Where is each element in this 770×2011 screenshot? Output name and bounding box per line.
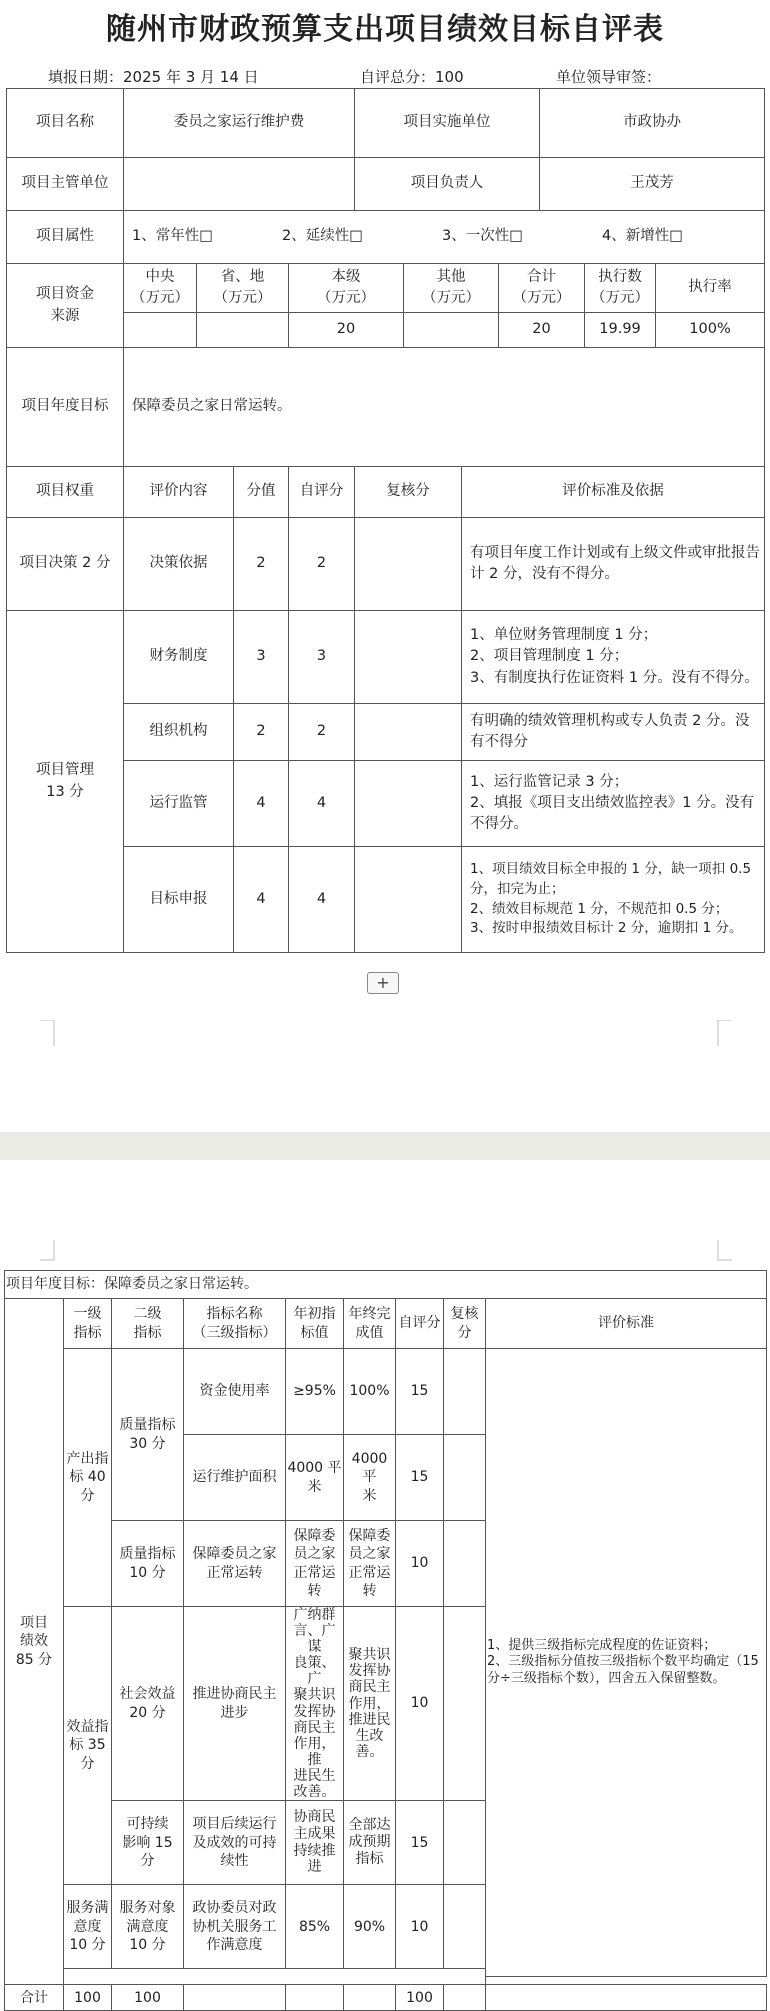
indicator-header: 评价标准 <box>486 1299 767 1349</box>
self-score: 10 <box>396 1521 444 1607</box>
indicator-name: 运行维护面积 <box>184 1435 286 1521</box>
eval-self-score: 4 <box>289 761 355 847</box>
eval-content: 目标申报 <box>124 847 234 953</box>
total-value: 100 <box>112 1985 184 2011</box>
eval-review-score <box>355 847 462 953</box>
final-value: 聚共识 发挥协 商民主 作用， 推进民 生改 善。 <box>344 1607 396 1801</box>
review-score <box>444 1521 486 1607</box>
review-score <box>444 1607 486 1801</box>
project-attrs <box>124 211 765 264</box>
fund-header: 执行率 <box>656 264 765 313</box>
weight-header: 项目权重 <box>7 467 124 518</box>
final-value: 全部达 成预期 指标 <box>344 1801 396 1885</box>
eval-standard: 1、项目绩效目标全申报的 1 分，缺一项扣 0.5 分，扣完为止； 2、绩效目标规范 1 分，不规范扣 0.5 分； 3、按时申报绩效目标计 2 分，逾期扣 1 分。 <box>462 847 765 953</box>
indicator-name: 保障委员之家 正常运转 <box>184 1521 286 1607</box>
indicator-header: 复核 分 <box>444 1299 486 1349</box>
eval-review-score <box>355 611 462 704</box>
eval-self-score: 2 <box>289 518 355 611</box>
self-score: 15 <box>396 1349 444 1435</box>
sustain-label: 可持续 影响 15 分 <box>112 1801 184 1885</box>
eval-content: 决策依据 <box>124 518 234 611</box>
total-score: 自评总分：100 <box>360 68 464 86</box>
total-value <box>344 1985 396 2011</box>
eval-review-score <box>355 761 462 847</box>
annual-goal: 保障委员之家日常运转。 <box>124 348 765 467</box>
weight-header: 评价标准及依据 <box>462 467 765 518</box>
perf-label: 项目 绩效 85 分 <box>5 1299 64 1985</box>
total-value <box>184 1985 286 2011</box>
eval-score: 2 <box>234 518 289 611</box>
review-score <box>444 1435 486 1521</box>
final-value: 4000 平 米 <box>344 1435 396 1521</box>
eval-content: 运行监管 <box>124 761 234 847</box>
attr-label: 项目属性 <box>7 211 124 264</box>
indicator-header: 年终完 成值 <box>344 1299 396 1349</box>
owner-label: 项目负责人 <box>355 158 540 211</box>
init-value: 协商民 主成果 持续推 进 <box>286 1801 344 1885</box>
impl-unit-label: 项目实施单位 <box>355 89 540 158</box>
eval-self-score: 4 <box>289 847 355 953</box>
self-score: 15 <box>396 1801 444 1885</box>
page-corner-mark <box>40 1240 60 1268</box>
fund-value: 19.99 <box>585 313 656 348</box>
eval-review-score <box>355 704 462 761</box>
indicator-header: 自评分 <box>396 1299 444 1349</box>
performance-indicator-table <box>4 1270 767 2011</box>
eval-content: 组织机构 <box>124 704 234 761</box>
self-score: 10 <box>396 1885 444 1969</box>
init-value: 85% <box>286 1885 344 1969</box>
weight-header: 自评分 <box>289 467 355 518</box>
attr-item: 4、新增性□ <box>602 228 683 245</box>
weight-header: 评价内容 <box>124 467 234 518</box>
leader-review: 单位领导审签： <box>556 68 662 86</box>
eval-review-score <box>355 518 462 611</box>
init-value: ≥95% <box>286 1349 344 1435</box>
fund-header: 其他 （万元） <box>404 264 499 313</box>
init-value: 广纳群 言、广谋 良策、广 聚共识 发挥协 商民主 作用，推 进民生 改善。 <box>286 1607 344 1801</box>
eval-score: 3 <box>234 611 289 704</box>
supervisor-label: 项目主管单位 <box>7 158 124 211</box>
init-value: 4000 平 米 <box>286 1435 344 1521</box>
eval-standard: 有项目年度工作计划或有上级文件或审批报告计 2 分，没有不得分。 <box>462 518 765 611</box>
final-value: 保障委 员之家 正常运 转 <box>344 1521 396 1607</box>
fund-value <box>197 313 289 348</box>
attr-item: 2、延续性□ <box>282 228 363 245</box>
fund-value: 100% <box>656 313 765 348</box>
indicator-header: 一级 指标 <box>64 1299 112 1349</box>
decision-label: 项目决策 2 分 <box>7 518 124 611</box>
quality1-label: 质量指标 30 分 <box>112 1349 184 1521</box>
indicator-header: 年初指 标值 <box>286 1299 344 1349</box>
eval-standard: 1、单位财务管理制度 1 分； 2、项目管理制度 1 分； 3、有制度执行佐证资料 1 分。没有不得分。 <box>462 611 765 704</box>
fund-header: 中央 （万元） <box>124 264 197 313</box>
attr-item: 1、常年性□ <box>132 228 213 245</box>
annual-goal-label: 项目年度目标 <box>7 348 124 467</box>
owner: 王茂芳 <box>540 158 765 211</box>
total-label: 合计 <box>5 1985 64 2011</box>
project-name: 委员之家运行维护费 <box>124 89 355 158</box>
fund-header: 本级 （万元） <box>289 264 404 313</box>
annual-goal-row: 项目年度目标：保障委员之家日常运转。 <box>5 1271 767 1299</box>
benefit-label: 效益指 标 35 分 <box>64 1607 112 1885</box>
review-score <box>444 1885 486 1969</box>
final-value: 90% <box>344 1885 396 1969</box>
init-value: 保障委 员之家 正常运 转 <box>286 1521 344 1607</box>
fund-label: 项目资金 来源 <box>7 264 124 348</box>
review-score <box>444 1349 486 1435</box>
service2-label: 服务对象 满意度 10 分 <box>112 1885 184 1969</box>
review-score <box>444 1801 486 1885</box>
weight-header: 复核分 <box>355 467 462 518</box>
eval-self-score: 2 <box>289 704 355 761</box>
attr-item: 3、一次性□ <box>442 228 523 245</box>
quality2-label: 质量指标 10 分 <box>112 1521 184 1607</box>
page-corner-mark <box>714 1020 734 1048</box>
eval-standard: 1、运行监管记录 3 分； 2、填报《项目支出绩效监控表》1 分。没有不得分。 <box>462 761 765 847</box>
social-label: 社会效益 20 分 <box>112 1607 184 1801</box>
page-corner-mark <box>40 1020 60 1048</box>
total-value <box>286 1985 344 2011</box>
self-evaluation-table <box>6 88 765 953</box>
fund-header: 合计 （万元） <box>499 264 585 313</box>
weight-header: 分值 <box>234 467 289 518</box>
eval-score: 2 <box>234 704 289 761</box>
total-value: 100 <box>396 1985 444 2011</box>
output-label: 产出指 标 40 分 <box>64 1349 112 1607</box>
indicator-header: 指标名称 （三级指标） <box>184 1299 286 1349</box>
fund-header: 执行数 （万元） <box>585 264 656 313</box>
spacer <box>64 1969 486 1977</box>
total-value: 100 <box>64 1985 112 2011</box>
indicator-name: 项目后续运行 及成效的可持 续性 <box>184 1801 286 1885</box>
mgmt-label: 项目管理 13 分 <box>7 611 124 953</box>
impl-unit: 市政协办 <box>540 89 765 158</box>
final-value: 100% <box>344 1349 396 1435</box>
indicator-name: 资金使用率 <box>184 1349 286 1435</box>
self-score: 15 <box>396 1435 444 1521</box>
eval-score: 4 <box>234 761 289 847</box>
fund-value: 20 <box>499 313 585 348</box>
page-title: 随州市财政预算支出项目绩效目标自评表 <box>106 12 664 47</box>
service-label: 服务满 意度 10 分 <box>64 1885 112 1969</box>
spacer <box>64 1977 486 1985</box>
supervisor <box>124 158 355 211</box>
eval-standard: 1、提供三级指标完成程度的佐证资料； 2、三级指标分值按三级指标个数平均确定（15 分÷三级指标个数），四舍五入保留整数。 <box>486 1349 767 1977</box>
fund-header: 省、地 （万元） <box>197 264 289 313</box>
eval-content: 财务制度 <box>124 611 234 704</box>
indicator-name: 推进协商民主 进步 <box>184 1607 286 1801</box>
fill-date: 填报日期：2025 年 3 月 14 日 <box>48 68 259 86</box>
eval-standard: 有明确的绩效管理机构或专人负责 2 分。没有不得分 <box>462 704 765 761</box>
total-value <box>486 1985 767 2011</box>
total-value <box>444 1985 486 2011</box>
eval-score: 4 <box>234 847 289 953</box>
add-row-button[interactable]: + <box>367 972 399 994</box>
page-corner-mark <box>714 1240 734 1268</box>
fund-value <box>404 313 499 348</box>
self-score: 10 <box>396 1607 444 1801</box>
indicator-header: 二级 指标 <box>112 1299 184 1349</box>
eval-self-score: 3 <box>289 611 355 704</box>
indicator-name: 政协委员对政 协机关服务工 作满意度 <box>184 1885 286 1969</box>
fund-value <box>124 313 197 348</box>
project-name-label: 项目名称 <box>7 89 124 158</box>
page-gap <box>0 1132 770 1160</box>
fund-value: 20 <box>289 313 404 348</box>
